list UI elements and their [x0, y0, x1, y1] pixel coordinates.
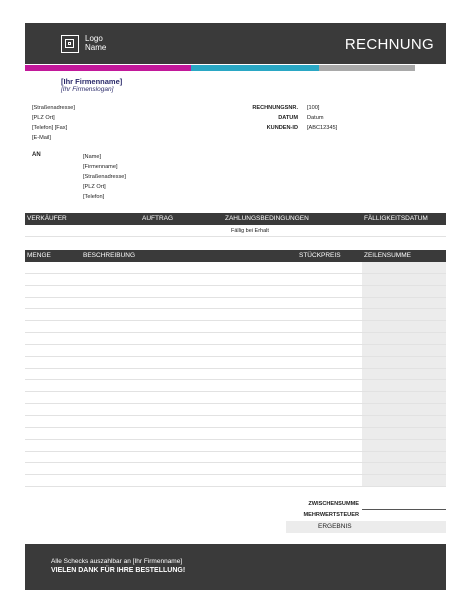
sender-phone-fax: [Telefon] [Fax] [32, 125, 68, 131]
invoice-meta-labels [220, 103, 298, 133]
recipient-street: [Straßenadresse] [83, 174, 126, 180]
sender-email: [E-Mail] [32, 135, 51, 141]
invoice-number-label: RECHNUNGSNR. [252, 105, 298, 111]
recipient-city: [PLZ Ort] [83, 184, 106, 190]
invoice-number-value: [100] [307, 105, 320, 111]
table-row[interactable] [25, 321, 446, 333]
table-row[interactable] [25, 262, 446, 274]
document-title: RECHNUNG [344, 36, 434, 53]
col-line-total: ZEILENSUMME [364, 252, 411, 259]
table-row[interactable] [25, 286, 446, 298]
invoice-header [25, 23, 446, 64]
invoice-footer [25, 544, 446, 590]
recipient-company: [Firmenname] [83, 164, 118, 170]
accent-stripe-cyan [191, 65, 319, 71]
total-label: ERGEBNIS [318, 523, 352, 530]
sender-street: [Straßenadresse] [32, 105, 75, 111]
sender-city: [PLZ Ort] [32, 115, 55, 121]
table-row[interactable] [25, 452, 446, 464]
info-table-row [25, 225, 446, 237]
table-row[interactable] [25, 298, 446, 310]
table-row[interactable] [25, 463, 446, 475]
customer-id-label: KUNDEN-ID [266, 125, 298, 131]
info-table-header [25, 213, 446, 225]
table-row[interactable] [25, 404, 446, 416]
footer-thanks: VIELEN DANK FÜR IHRE BESTELLUNG! [51, 567, 186, 574]
table-row[interactable] [25, 392, 446, 404]
logo-text [85, 34, 106, 52]
table-row[interactable] [25, 440, 446, 452]
table-row[interactable] [25, 475, 446, 487]
table-row[interactable] [25, 381, 446, 393]
accent-stripe-magenta [25, 65, 191, 71]
recipient-phone: [Telefon] [83, 194, 105, 200]
subtotal-label: ZWISCHENSUMME [308, 501, 359, 507]
date-label: DATUM [278, 115, 298, 121]
col-payment-terms: ZAHLUNGSBEDINGUNGEN [225, 215, 309, 222]
col-seller: VERKÄUFER [27, 215, 67, 222]
table-row[interactable] [25, 357, 446, 369]
invoice-meta-values [307, 103, 337, 133]
company-slogan: [Ihr Firmenslogan] [61, 86, 114, 93]
date-value: Datum [307, 115, 324, 121]
table-row[interactable] [25, 428, 446, 440]
table-row[interactable] [25, 274, 446, 286]
col-due-date: FÄLLIGKEITSDATUM [364, 215, 428, 222]
payment-terms-value: Fällig bei Erhalt [231, 228, 269, 234]
subtotal-value[interactable] [362, 509, 446, 510]
recipient-label: AN [32, 152, 41, 158]
footer-checks-note: Alle Schecks auszahlbar an [Ihr Firmenname] [51, 558, 183, 565]
accent-stripe-gray [319, 65, 415, 71]
logo-line-1: Logo [85, 34, 103, 43]
col-unit-price: STÜCKPREIS [299, 252, 341, 259]
company-name: [Ihr Firmenname] [61, 77, 123, 86]
table-row[interactable] [25, 345, 446, 357]
recipient-address [83, 152, 126, 202]
table-row[interactable] [25, 369, 446, 381]
table-row[interactable] [25, 309, 446, 321]
recipient-name: [Name] [83, 154, 102, 160]
items-table-header [25, 250, 446, 262]
col-description: BESCHREIBUNG [83, 252, 136, 259]
col-order: AUFTRAG [142, 215, 174, 222]
total-row [286, 521, 446, 533]
sender-address [32, 103, 75, 143]
logo-icon [61, 35, 79, 53]
table-row[interactable] [25, 416, 446, 428]
col-quantity: MENGE [27, 252, 51, 259]
logo-line-2: Name [85, 43, 107, 52]
table-row[interactable] [25, 333, 446, 345]
tax-label: MEHRWERTSTEUER [303, 512, 359, 518]
customer-id-value: [ABC12345] [307, 125, 338, 131]
